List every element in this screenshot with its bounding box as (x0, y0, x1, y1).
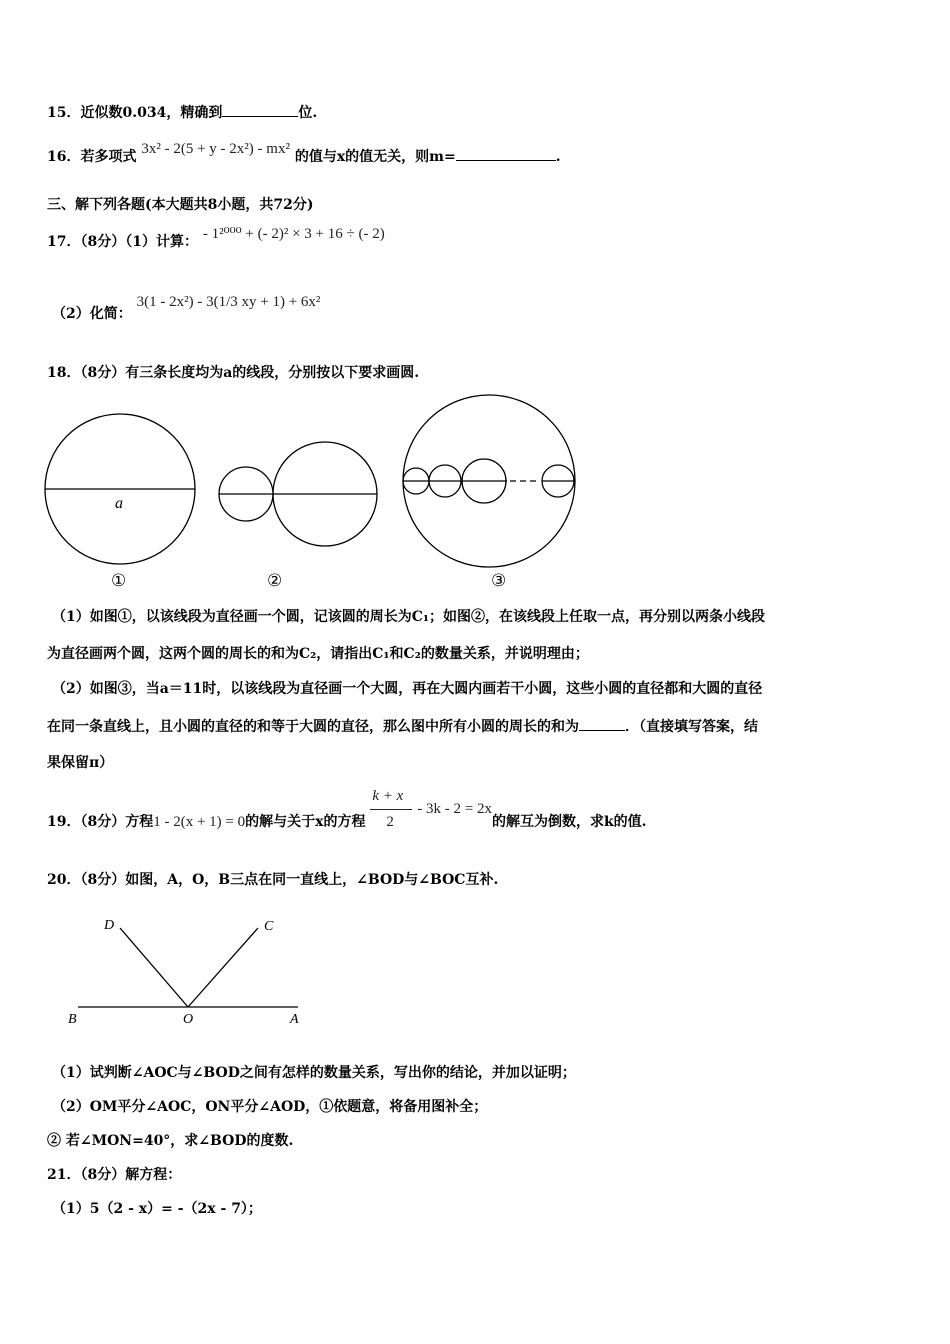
q20-part2: （2）OM平分∠AOC，ON平分∠AOD，①依题意，将备用图补全； (52, 1099, 488, 1115)
q19-fraction (370, 788, 412, 832)
q18-answer-blank[interactable] (579, 716, 625, 731)
ray-OC (188, 928, 258, 1007)
fig3-caption: ③ (491, 571, 507, 590)
q21-text: 解方程： (125, 1167, 182, 1183)
q18-part2-line2-a: 在同一条直线上，且小圆的直径的和等于大圆的直径，那么图中所有小圆的周长的和为 (47, 719, 579, 735)
q17-line1 (47, 226, 385, 252)
q16-line (47, 141, 561, 167)
q17-part1-label: （1）计算： (125, 234, 198, 250)
q20-number: 20． (47, 872, 81, 888)
q15-line (47, 102, 317, 123)
q16-text-c: . (555, 149, 561, 165)
q19-equation-1: 1 - 2(x + 1) = 0 (153, 814, 246, 830)
q15-answer-blank[interactable] (222, 102, 298, 117)
q18-text: 有三条长度均为a的线段，分别按以下要求画圆. (125, 365, 420, 381)
q17-part2-expression: 3(1 - 2x²) - 3(1/3 xy + 1) + 6x² (136, 294, 321, 310)
q17-line2 (52, 294, 321, 324)
q20-part2b: ② 若∠MON=40°，求∠BOD的度数. (47, 1133, 294, 1149)
q21-line (47, 1165, 181, 1185)
fig1-caption: ① (111, 571, 127, 590)
q16-expression: 3x² - 2(5 + y - 2x²) - mx² (141, 141, 290, 157)
q20-score: （8分） (80, 872, 126, 888)
q18-line (47, 363, 419, 383)
q21-score: （8分） (80, 1167, 126, 1183)
q18-part1-line2: 为直径画两个圆，这两个圆的周长的和为C₂，请指出C₁和C₂的数量关系，并说明理由； (47, 646, 589, 662)
fig2-caption: ② (267, 571, 283, 590)
q21-part1: （1）5（2 - x）= -（2x - 7）； (52, 1201, 262, 1217)
q20-line (47, 870, 498, 890)
q15-text-a: 近似数0.034，精确到 (80, 105, 223, 121)
q20-part1: （1）试判断∠AOC与∠BOD之间有怎样的数量关系，写出你的结论，并加以证明； (52, 1065, 576, 1081)
q19-fraction-denominator: 2 (386, 814, 394, 830)
point-A-label: A (290, 1012, 299, 1027)
q17-part1-expression: - 1²⁰⁰⁰ + (- 2)² × 3 + 16 ÷ (- 2) (202, 226, 385, 242)
section3-title: 三、解下列各题(本大题共8小题，共72分) (47, 197, 314, 213)
q17-part2-label: （2）化简： (52, 306, 132, 322)
point-D-label: D (104, 918, 115, 933)
q18-part1-line1: （1）如图①，以该线段为直径画一个圆，记该圆的周长为C₁；如图②，在该线段上任取一点，再分别以两条小线段 (52, 609, 766, 625)
q18-figure (0, 390, 950, 595)
q18-score: （8分） (80, 365, 126, 381)
ray-OD (120, 928, 188, 1007)
point-B-label: B (68, 1012, 77, 1027)
q15-number: 15． (47, 105, 81, 121)
q17-score: （8分） (80, 234, 126, 250)
q19-number: 19． (47, 814, 81, 830)
fig1-label-a: a (115, 495, 123, 512)
q19-text-b: 的解与关于x的方程 (245, 814, 366, 830)
q17-number: 17． (47, 234, 81, 250)
q16-answer-blank[interactable] (456, 146, 556, 161)
q19-score: （8分） (80, 814, 126, 830)
q19-text-c: 的解互为倒数，求k的值. (491, 814, 647, 830)
q19-fraction-numerator: k + x (372, 788, 404, 804)
q19-equation-2-rest: - 3k - 2 = 2x (417, 801, 492, 817)
q19-line (47, 788, 647, 832)
q20-figure (60, 910, 320, 1035)
q20-text: 如图，A，O，B三点在同一直线上，∠BOD与∠BOC互补. (125, 872, 499, 888)
point-C-label: C (264, 919, 274, 934)
q18-part2-line1: （2）如图③，当a＝11时，以该线段为直径画一个大圆，再在大圆内画若干小圆，这些小圆的直径都和大圆的直径 (52, 681, 763, 697)
q16-number: 16． (47, 149, 81, 165)
q21-number: 21． (47, 1167, 81, 1183)
q19-text-a: 方程 (125, 814, 154, 830)
q19-fraction-bar (370, 809, 412, 810)
q16-text-b: 的值与x的值无关，则m= (294, 149, 456, 165)
q15-text-b: 位. (298, 105, 318, 121)
point-O-label: O (183, 1012, 194, 1027)
q18-part2-line2-b: ．（直接填写答案，结 (625, 719, 758, 735)
q18-part2-line2 (47, 716, 758, 737)
q18-number: 18． (47, 365, 81, 381)
q18-part2-line3: 果保留π） (47, 755, 114, 771)
q16-text-a: 若多项式 (80, 149, 137, 165)
